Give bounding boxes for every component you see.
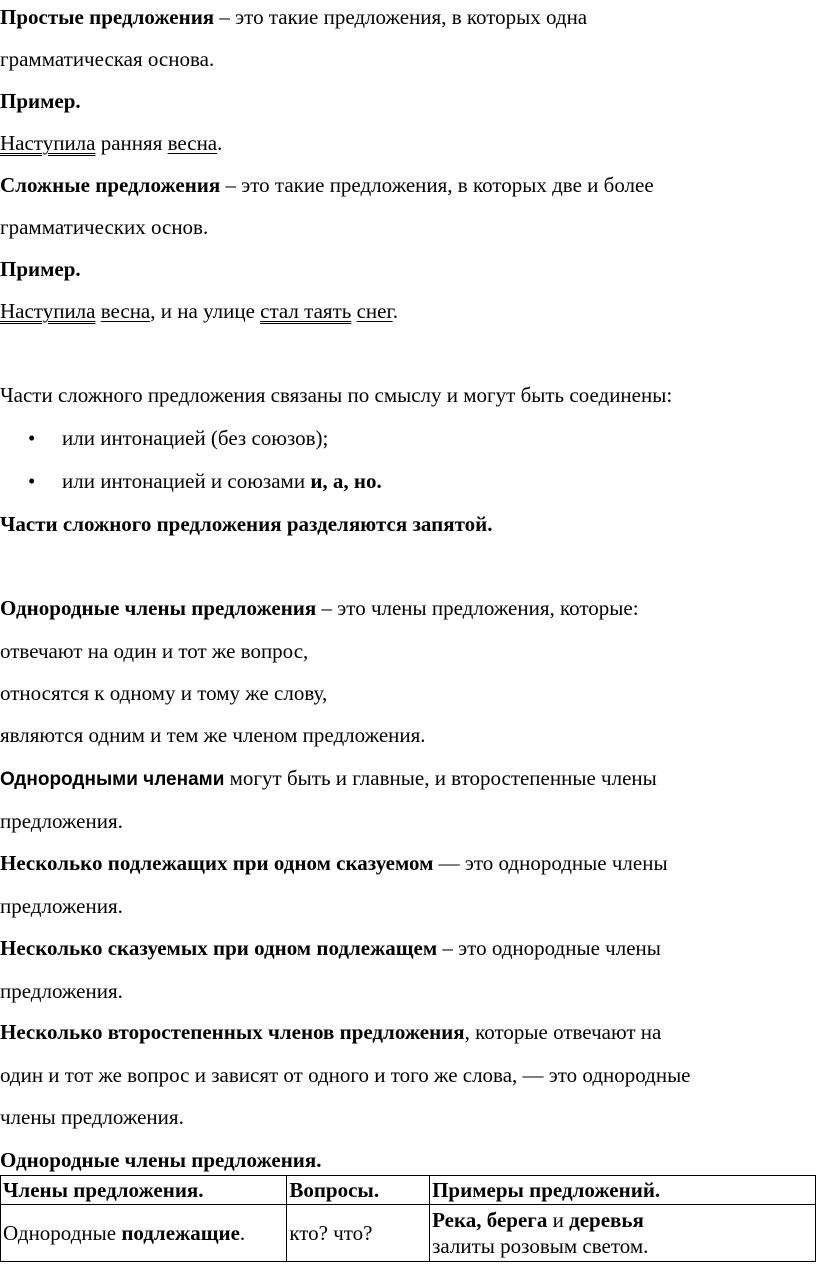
complex-definition-line2: грамматических основ.	[0, 215, 209, 239]
subject-word: снег	[356, 299, 393, 323]
predicate-word: Наступила	[0, 299, 96, 323]
list-item: • или интонацией (без союзов);	[28, 426, 329, 450]
homogeneous-term: Однородные члены предложения	[0, 596, 317, 620]
complex-example-sentence: Наступила весна, и на улице стал таять снег.	[0, 299, 398, 323]
predicates-line2: предложения.	[0, 979, 123, 1003]
complex-definition-line1: Сложные предложения – это такие предложения, в которых две и более	[0, 173, 654, 197]
homogeneous-item2: относятся к одному и тому же слову,	[0, 681, 328, 705]
subjects-line1: Несколько подлежащих при одном сказуемом — это однородные члены	[0, 851, 668, 875]
list-item: • или интонацией и союзами и, а, но.	[28, 469, 382, 493]
table-cell: кто? что?	[287, 1205, 430, 1262]
complex-term: Сложные предложения	[0, 173, 221, 197]
simple-example-label: Пример.	[0, 89, 81, 113]
subject-word: весна	[167, 131, 218, 155]
subject-word: весна	[100, 299, 151, 323]
homogeneous-table	[0, 1175, 816, 1262]
secondary-line2: один и тот же вопрос и зависят от одного и того же слова, — это однородные	[0, 1063, 691, 1087]
bullet-icon: •	[28, 426, 36, 450]
table-title: Однородные члены предложения.	[0, 1148, 322, 1172]
subjects-line2: предложения.	[0, 894, 123, 918]
simple-definition-line2: грамматическая основа.	[0, 47, 215, 71]
parts-rule: Части сложного предложения разделяются запятой.	[0, 512, 493, 536]
simple-example-sentence: Наступила ранняя весна.	[0, 131, 223, 155]
table-cell: Река, берега и деревья залиты розовым светом.	[430, 1205, 816, 1262]
homogeneous-item1: отвечают на один и тот же вопрос,	[0, 639, 309, 663]
predicate-word: стал таять	[260, 299, 352, 323]
table-header-row	[1, 1176, 816, 1205]
secondary-line1: Несколько второстепенных членов предложения, которые отвечают на	[0, 1020, 662, 1044]
parts-intro: Части сложного предложения связаны по смыслу и могут быть соединены:	[0, 383, 673, 407]
table-header-cell: Вопросы.	[287, 1176, 430, 1205]
simple-definition-line1: Простые предложения – это такие предложения, в которых одна	[0, 5, 588, 29]
homogeneous-item3: являются одним и тем же членом предложения.	[0, 723, 426, 747]
simple-term: Простые предложения	[0, 5, 215, 29]
table-row	[1, 1205, 816, 1262]
complex-example-label: Пример.	[0, 257, 81, 281]
secondary-line3: члены предложения.	[0, 1105, 184, 1129]
predicates-line1: Несколько сказуемых при одном подлежащем – это однородные члены	[0, 936, 661, 960]
homogeneous-definition: Однородные члены предложения – это члены предложения, которые:	[0, 596, 639, 620]
table-cell: Однородные подлежащие.	[1, 1205, 287, 1262]
predicate-word: Наступила	[0, 131, 96, 155]
members-line1: Однородными членами могут быть и главные, и второстепенные члены	[0, 766, 657, 790]
members-line2: предложения.	[0, 809, 123, 833]
table-header-cell: Примеры предложений.	[430, 1176, 816, 1205]
bullet-icon: •	[28, 469, 36, 493]
table-header-cell: Члены предложения.	[1, 1176, 287, 1205]
